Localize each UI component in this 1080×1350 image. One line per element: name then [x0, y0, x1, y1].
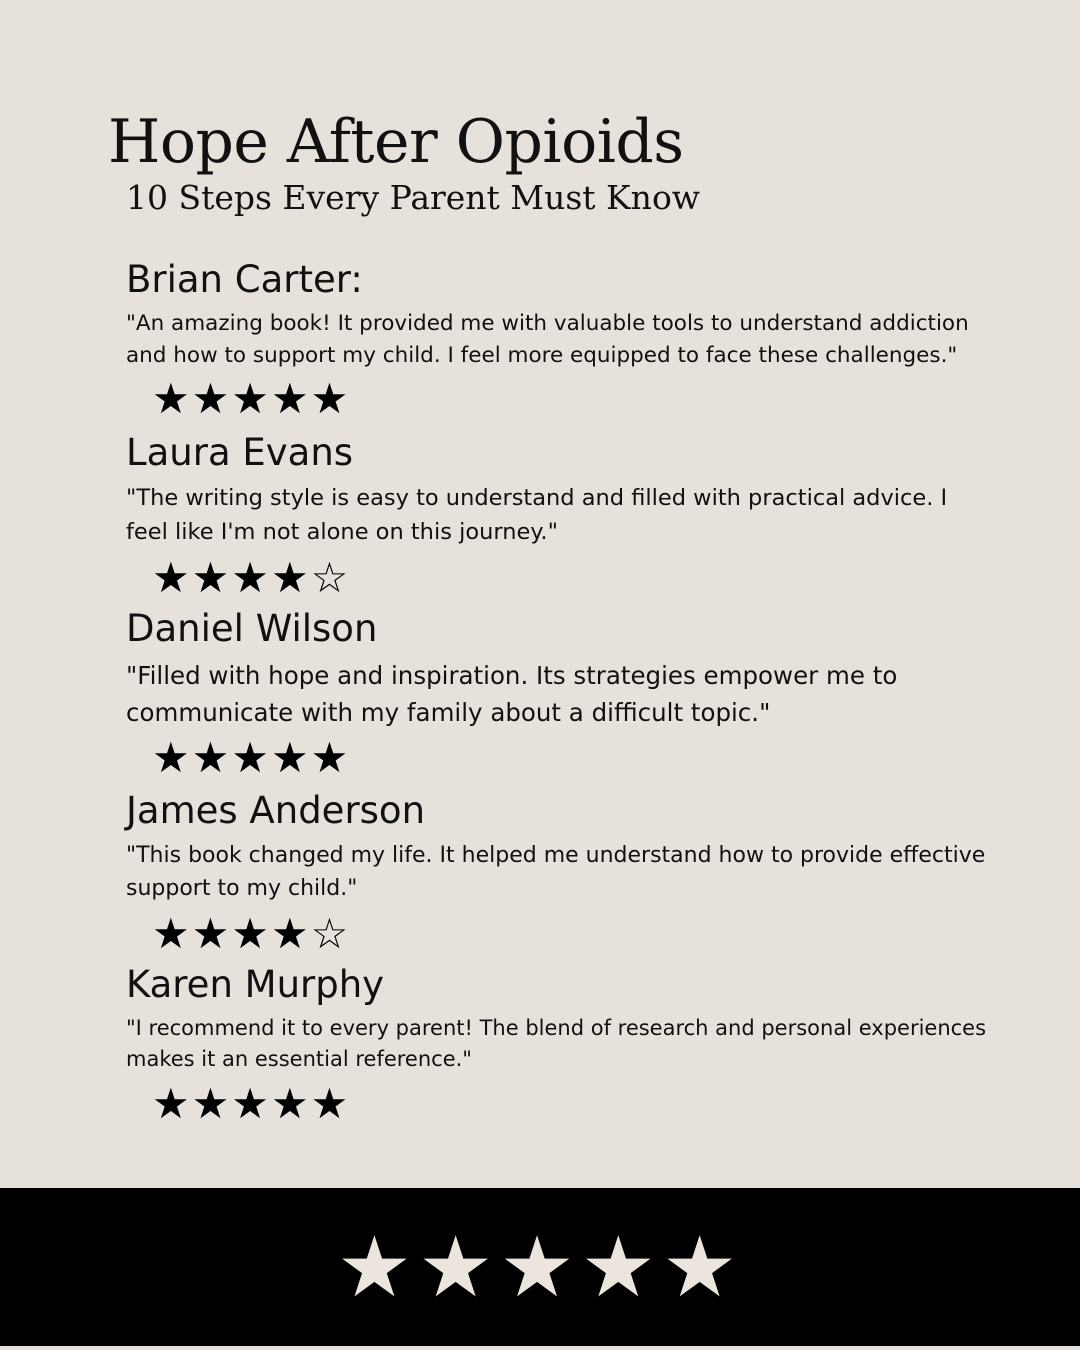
reviewer-name: Brian Carter: — [126, 258, 363, 301]
footer-star-rating: ★★★★★ — [336, 1218, 744, 1316]
footer-banner — [0, 1188, 1080, 1346]
review-karen-murphy — [126, 963, 996, 1127]
review-quote: "An amazing book! It provided me with valuable tools to understand addiction and how to support my child. I feel more equipped to face these challenges." — [126, 311, 969, 368]
star-rating: ★★★★★ — [152, 1079, 351, 1128]
star-rating: ★★★★☆ — [152, 909, 351, 958]
review-quote: "I recommend it to every parent! The blend of research and personal experiences makes it an essential reference." — [126, 1016, 987, 1071]
review-daniel-wilson — [126, 607, 996, 781]
review-brian-carter — [126, 258, 996, 422]
star-rating: ★★★★☆ — [152, 553, 351, 602]
review-quote: "The writing style is easy to understand and filled with practical advice. I feel like I'm not alone on this journey." — [126, 485, 948, 545]
review-james-anderson — [126, 789, 996, 957]
star-rating: ★★★★★ — [152, 374, 351, 423]
review-laura-evans — [126, 431, 996, 601]
review-quote: "This book changed my life. It helped me understand how to provide effective support to my child." — [126, 843, 986, 901]
review-quote: "Filled with hope and inspiration. Its strategies empower me to communicate with my family about a difficult topic." — [126, 661, 898, 727]
reviewer-name: James Anderson — [126, 789, 426, 832]
reviewer-name: Daniel Wilson — [126, 607, 378, 650]
reviewer-name: Karen Murphy — [126, 963, 385, 1006]
page-title: Hope After Opioids — [108, 107, 684, 177]
star-rating: ★★★★★ — [152, 733, 351, 782]
page-subtitle: 10 Steps Every Parent Must Know — [126, 178, 701, 217]
reviewer-name: Laura Evans — [126, 431, 354, 474]
